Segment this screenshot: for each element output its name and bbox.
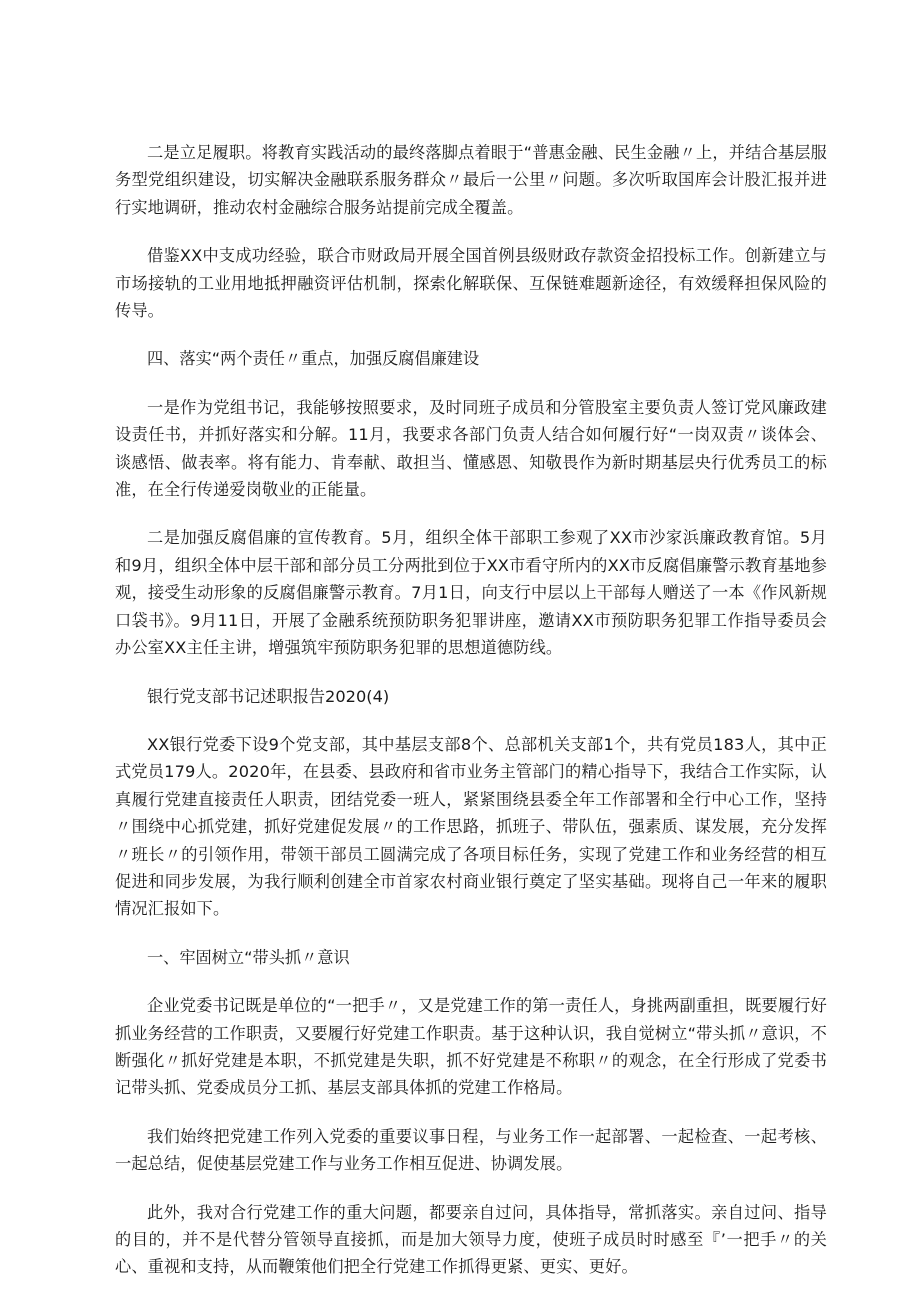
paragraph-agenda: 我们始终把党建工作列入党委的重要议事日程，与业务工作一起部署、一起检查、一起考核、一起总结，促使基层党建工作与业务工作相互促进、协调发展。 — [115, 1126, 827, 1174]
section-heading-lead-awareness: 一、牢固树立“带头抓〃意识 — [147, 947, 350, 967]
paragraph-performing-duties: 二是立足履职。将教育实践活动的最终落脚点着眼于“普惠金融、民生金融〃上，并结合基层服务型党组织建设，切实解决金融联系服务群众〃最后一公里〃问题。多次听取国库会计股汇报并进行实地调研，推动农村金融综合服务站提前完成全覆盖。 — [115, 143, 827, 217]
paragraph-party-secretary-duties: 一是作为党组书记，我能够按照要求，及时同班子成员和分管股室主要负责人签订党风廉政建设责任书，并抓好落实和分解。11月，我要求各部门负责人结合如何履行好“一岗双责〃谈体会、谈感悟、做表率。将有能力、肯奉献、敢担当、懂感恩、知敬畏作为新时期基层央行优秀员工的标准，在全行传递爱岗敬业的正能量。 — [115, 397, 827, 500]
document-body — [115, 139, 827, 1302]
paragraph-anti-corruption-education: 二是加强反腐倡廉的宣传教育。5月，组织全体干部职工参观了XX市沙家浜廉政教育馆。5月和9月，组织全体中层干部和部分员工分两批到位于XX市看守所内的XX市反腐倡廉警示教育基地参观，接受生动形象的反腐倡廉警示教育。7月1日，向支行中层以上干部每人赠送了一本《作风新规口袋书》。9月11日，开展了金融系统预防职务犯罪讲座，邀请XX市预防职务犯罪工作指导委员会办公室XX主任主讲，增强筑牢预防职务犯罪的思想道德防线。 — [115, 528, 827, 658]
paragraph-personal-guidance: 此外，我对合行党建工作的重大问题，都要亲自过问，具体指导，常抓落实。亲自过问、指导的目的，并不是代替分管领导直接抓，而是加大领导力度，使班子成员时时感至『’一把手〃的关心、重视和支持，从而鞭策他们把全行党建工作抓得更紧、更实、更好。 — [115, 1202, 827, 1277]
section-heading-two-responsibilities: 四、落实“两个责任〃重点，加强反腐倡廉建设 — [147, 349, 480, 369]
report-title: 银行党支部书记述职报告2020(4) — [147, 686, 390, 706]
paragraph-bank-overview: XX银行党委下设9个党支部，其中基层支部8个、总部机关支部1个，共有党员183人，其中正式党员179人。2020年，在县委、县政府和省市业务主管部门的精心指导下，我结合工作实际，认真履行党建直接责任人职责，团结党委一班人，紧紧围绕县委全年工作部署和全行中心工作，坚持〃围绕中心抓党建，抓好党建促发展〃的工作思路，抓班子、带队伍，强素质、谋发展，充分发挥〃班长〃的引领作用，带领干部员工圆满完成了各项目标任务，实现了党建工作和业务经营的相互促进和同步发展，为我行顺利创建全市首家农村商业银行奠定了坚实基础。现将自己一年来的履职情况汇报如下。 — [115, 734, 827, 919]
paragraph-financial-innovation: 借鉴XX中支成功经验，联合市财政局开展全国首例县级财政存款资金招投标工作。创新建立与市场接轨的工业用地抵押融资评估机制，探索化解联保、互保链难题新途径，有效缓释担保风险的传导。 — [115, 246, 827, 321]
paragraph-secretary-responsibility: 企业党委书记既是单位的“一把手〃，又是党建工作的第一责任人，身挑两副重担，既要履行好抓业务经营的工作职责，又要履行好党建工作职责。基于这种认识，我自觉树立“带头抓〃意识，不断强化〃抓好党建是本职，不抓党建是失职，抓不好党建是不称职〃的观念，在全行形成了党委书记带头抓、党委成员分工抓、基层支部具体抓的党建工作格局。 — [115, 996, 827, 1098]
